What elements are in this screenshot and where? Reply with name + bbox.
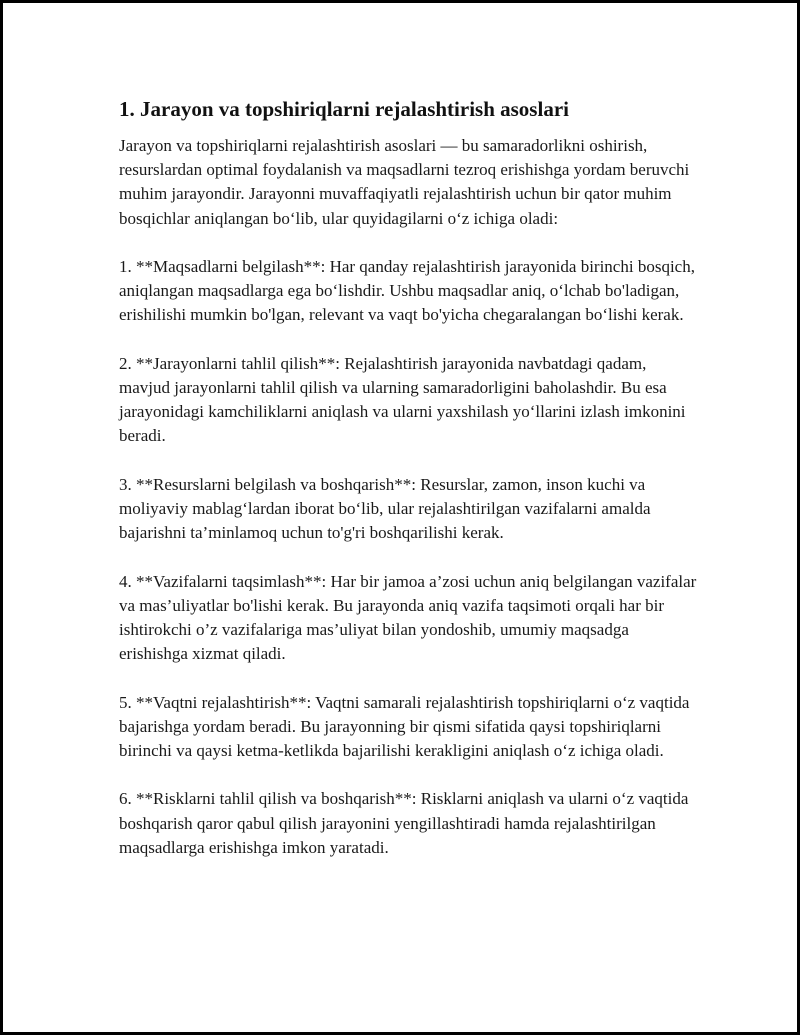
list-item-jarayonlar: 2. **Jarayonlarni tahlil qilish**: Rejalashtirish jarayonida navbatdagi qadam, mavjud jarayonlarni tahlil qilish va ularning samaradorligini baholashdir. Bu esa jarayonidagi kamchiliklarni aniqlash va ularni yaxshilash yo‘llarini izlash imkonini beradi.	[119, 353, 686, 446]
list-item-maqsadlar: 1. **Maqsadlarni belgilash**: Har qanday rejalashtirish jarayonida birinchi bosqich, aniqlangan maqsadlarga ega bo‘lishdir. Ushbu maqsadlar aniq, o‘lchab bo'ladigan, erishilishi mumkin bo'lgan, relevant va vaqt bo'yicha chegaralangan bo‘lishi kerak.	[119, 257, 695, 325]
list-item-resurslar: 3. **Resurslarni belgilash va boshqarish**: Resurslar, zamon, inson kuchi va moliyaviy mablag‘lardan iborat bo‘lib, ular rejalashtirilgan vazifalarni amalda bajarishni ta’minlamoq uchun to'g'ri boshqarilishi kerak.	[119, 474, 651, 543]
list-item-vaqt: 5. **Vaqtni rejalashtirish**: Vaqtni samarali rejalashtirish topshiriqlarni o‘z vaqtida bajarishga yordam beradi. Bu jarayonning bir qismi sifatida qaysi topshiriqlarni birinchi va qaysi ketma-ketlikda bajarilishi kerakligini aniqlash o‘z ichiga oladi.	[119, 692, 690, 760]
list-item-risklar: 6. **Risklarni tahlil qilish va boshqarish**: Risklarni aniqlash va ularni o‘z vaqtida boshqarish qaror qabul qilish jarayonini yengillashtiradi hamda rejalashtirilgan maqsadlarga erishishga imkon yaratadi.	[119, 789, 689, 857]
intro-paragraph: Jarayon va topshiriqlarni rejalashtirish asoslari — bu samaradorlikni oshirish, resurslardan optimal foydalanish va maqsadlarni tezroq erishishga yordam beruvchi muhim jarayondir. Jarayonni muvaffaqiyatli rejalashtirish uchun bir qator muhim bosqichlar aniqlangan bo‘lib, ular quyidagilarni o‘z ichiga oladi:	[119, 136, 690, 228]
document-title: 1. Jarayon va topshiriqlarni rejalashtirish asoslari	[119, 97, 569, 121]
list-item-vazifalar: 4. **Vazifalarni taqsimlash**: Har bir jamoa a’zosi uchun aniq belgilangan vazifalar va mas’uliyatlar bo'lishi kerak. Bu jarayonda aniq vazifa taqsimoti orqali har bir ishtirokchi o’z vazifalariga mas’uliyat bilan yondoshib, umumiy maqsadga erishishga xizmat qiladi.	[119, 571, 697, 664]
